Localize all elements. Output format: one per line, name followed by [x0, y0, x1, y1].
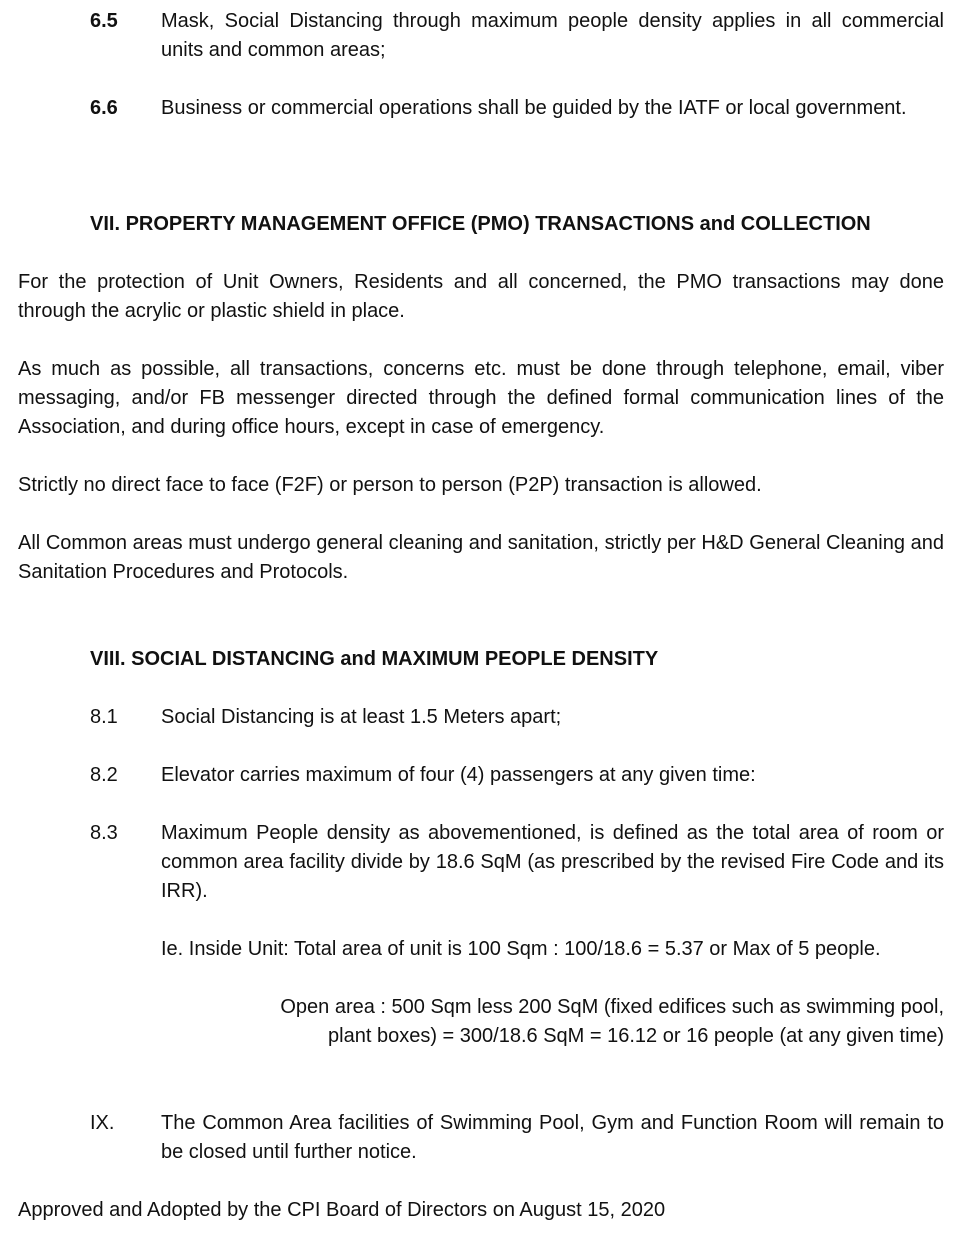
item-8-1: [90, 703, 944, 732]
item-6-6: [90, 94, 944, 123]
item-text: Social Distancing is at least 1.5 Meters apart;: [161, 706, 562, 728]
section-heading-viii: VIII. SOCIAL DISTANCING and MAXIMUM PEOPLE DENSITY: [90, 648, 659, 670]
item-text: Elevator carries maximum of four (4) passengers at any given time:: [161, 764, 756, 786]
paragraph-protection: For the protection of Unit Owners, Residents and all concerned, the PMO transactions may done through the acrylic or plastic shield in place.: [18, 271, 944, 322]
approval-statement: Approved and Adopted by the CPI Board of Directors on August 15, 2020: [18, 1199, 666, 1221]
paragraph-cleaning: All Common areas must undergo general cleaning and sanitation, strictly per H&D General Cleaning and Sanitation Procedures and Protocols.: [18, 532, 944, 583]
item-6-5: [90, 7, 944, 65]
item-number: 8.2: [90, 764, 118, 786]
item-text: The Common Area facilities of Swimming Pool, Gym and Function Room will remain to be closed until further notice.: [161, 1112, 944, 1163]
paragraph-no-f2f: Strictly no direct face to face (F2F) or person to person (P2P) transaction is allowed.: [18, 474, 762, 496]
example-open-area-line: plant boxes) = 300/18.6 SqM = 16.12 or 16 people (at any given time): [328, 1025, 944, 1047]
example-open-area: [200, 993, 944, 1051]
item-ix: [90, 1109, 944, 1167]
item-number: 8.3: [90, 822, 118, 844]
item-number: 8.1: [90, 706, 118, 728]
example-open-area-line: Open area : 500 Sqm less 200 SqM (fixed edifices such as swimming pool,: [280, 996, 944, 1018]
example-inside-unit: Ie. Inside Unit: Total area of unit is 100 Sqm : 100/18.6 = 5.37 or Max of 5 people.: [161, 938, 881, 960]
item-number: IX.: [90, 1112, 115, 1134]
item-number: 6.5: [90, 10, 118, 32]
item-number: 6.6: [90, 97, 118, 119]
item-text: Business or commercial operations shall be guided by the IATF or local government.: [161, 97, 907, 119]
item-8-3: [90, 819, 944, 906]
item-text: Maximum People density as abovementioned, is defined as the total area of room or common area facility divide by 18.6 SqM (as prescribed by the revised Fire Code and its IRR).: [161, 822, 944, 902]
item-text: Mask, Social Distancing through maximum people density applies in all commercial units and common areas;: [161, 10, 944, 61]
paragraph-transactions: As much as possible, all transactions, concerns etc. must be done through telephone, email, viber messaging, and/or FB messenger directed through the defined formal communication lines of the Association, and during office hours, except in case of emergency.: [18, 358, 944, 438]
item-8-2: [90, 761, 944, 790]
section-heading-vii: VII. PROPERTY MANAGEMENT OFFICE (PMO) TRANSACTIONS and COLLECTION: [90, 213, 871, 235]
